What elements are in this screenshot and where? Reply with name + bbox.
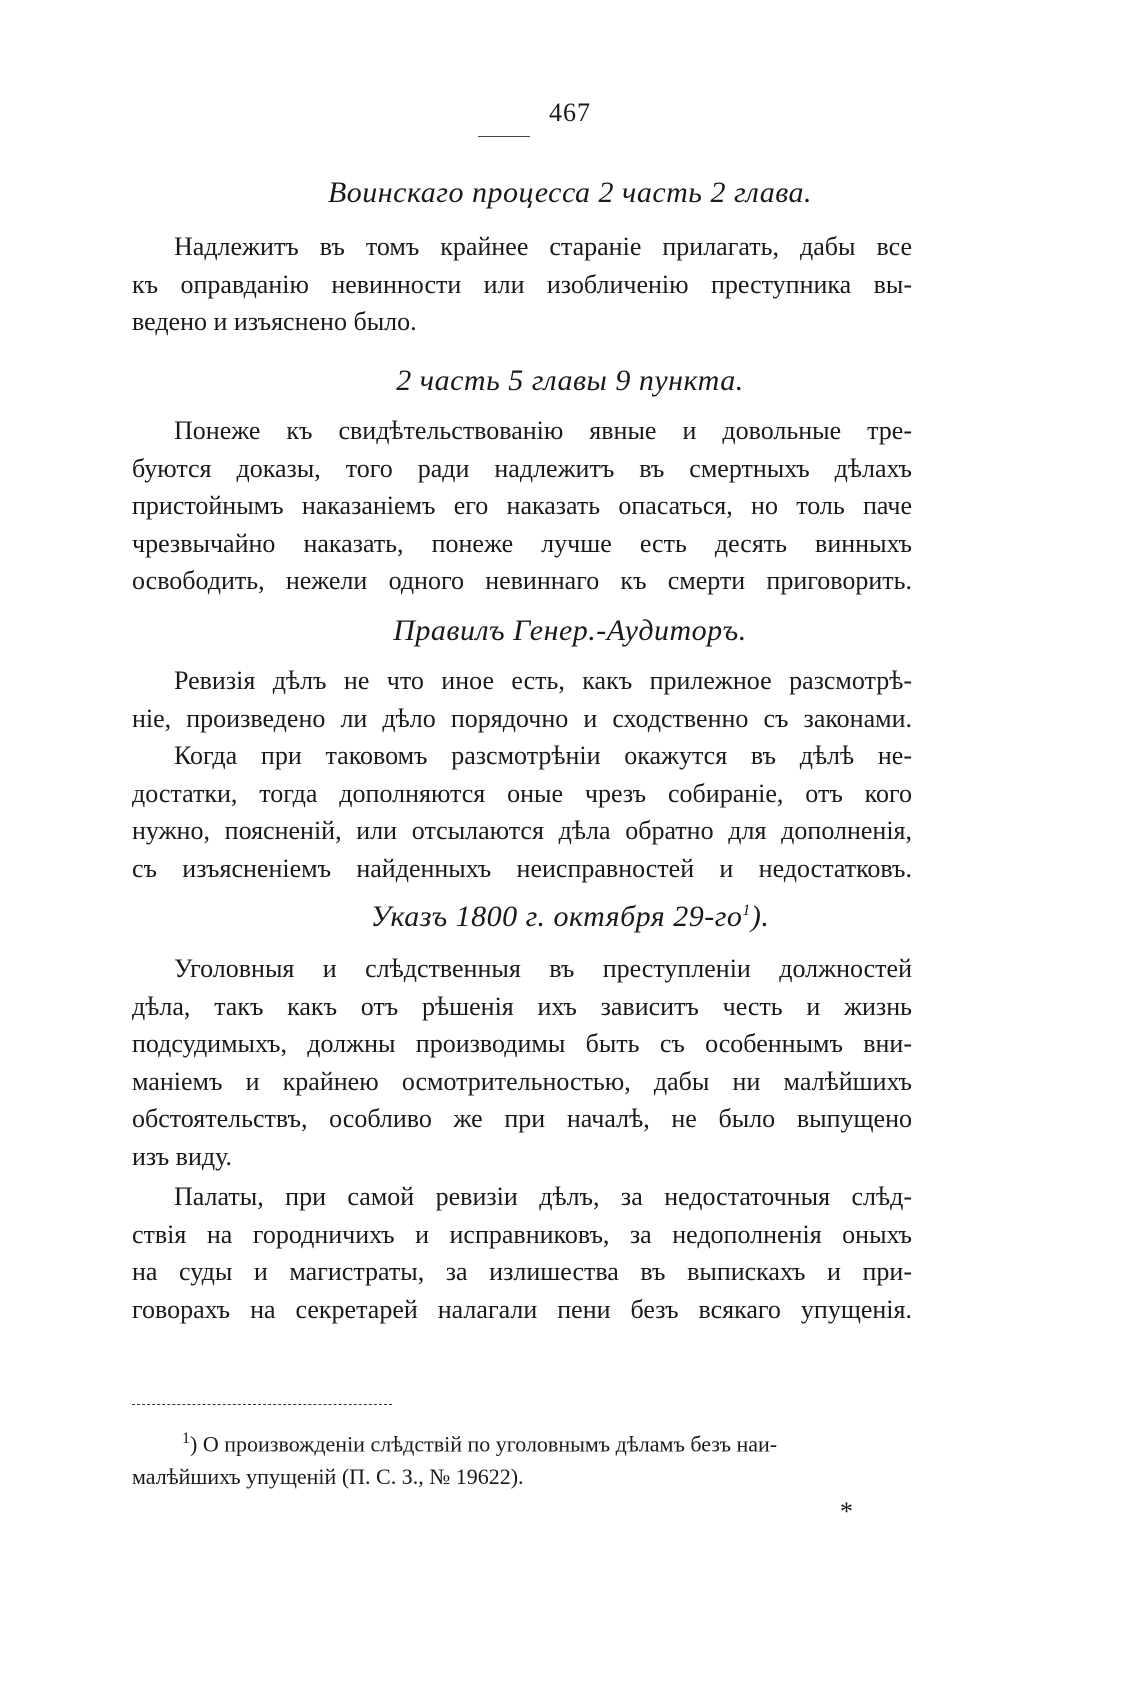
signature-mark: * [840, 1497, 853, 1526]
text-line: съ изъясненіемъ найденныхъ неисправностей и недостатковъ. [132, 853, 912, 883]
footnote-rule [132, 1404, 392, 1405]
text-line: подсудимыхъ, должны производимы быть съ особеннымъ вни- [132, 1029, 912, 1058]
text-line: маніемъ и крайнею осмотрительностью, дабы ни малѣйшихъ [132, 1066, 912, 1096]
text-line: обстоятельствъ, особливо же при началѣ, не было выпущено [132, 1104, 912, 1133]
text-line: на суды и магистраты, за излишества въ выпискахъ и при- [132, 1257, 912, 1286]
footnote-ref: 1 [742, 902, 751, 919]
text-line: Когда при таковомъ разсмотрѣніи окажутся въ дѣлѣ не- [174, 741, 912, 770]
text-line: Палаты, при самой ревизіи дѣлъ, за недостаточныя слѣд- [174, 1182, 912, 1211]
text-line: къ оправданію невинности или изобличенію преступника вы- [132, 269, 912, 299]
paragraph-3 [132, 662, 912, 737]
paragraph-6 [132, 1178, 912, 1328]
text-line: Ревизія дѣлъ не что иное есть, какъ прилежное разсмотрѣ- [174, 666, 912, 695]
page-number-rule [478, 136, 530, 137]
text-line: изъ виду. [132, 1141, 233, 1171]
text-line: ствія на городничихъ и исправниковъ, за недополненія оныхъ [132, 1219, 912, 1249]
text-line: буются доказы, того ради надлежитъ въ смертныхъ дѣлахъ [132, 453, 912, 483]
footnote [132, 1422, 912, 1493]
section-heading-1: Воинскаго процесса 2 часть 2 глава. [327, 176, 813, 209]
footnote-line: малѣйшихъ упущеній (П. С. З., № 19622). [132, 1464, 524, 1490]
section-heading-2: 2 часть 5 главы 9 пункта. [396, 364, 744, 397]
paragraph-1 [132, 228, 912, 341]
footnote-text: ) О произвожденіи слѣдствій по уголовнымъ дѣламъ безъ наи- [190, 1431, 778, 1457]
text-line: Понеже къ свидѣтельствованію явные и довольные тре- [174, 416, 912, 445]
text-line: чрезвычайно наказать, понеже лучше есть десять винныхъ [132, 528, 912, 558]
text-line: Уголовныя и слѣдственныя въ преступленіи должностей [174, 954, 912, 983]
footnote-marker: 1 [182, 1430, 190, 1447]
section-heading-3: Правилъ Генер.-Аудиторъ. [393, 614, 747, 647]
text-line: освободить, нежели одного невиннаго къ смерти приговорить. [132, 566, 912, 595]
heading-tail: ). [750, 900, 770, 933]
text-line: дѣла, такъ какъ отъ рѣшенія ихъ зависитъ честь и жизнь [132, 991, 912, 1021]
text-line: ведено и изъяснено было. [132, 307, 417, 336]
paragraph-4 [132, 737, 912, 887]
paragraph-2 [132, 412, 912, 600]
text-line: достатки, тогда дополняются оные чрезъ собираніе, отъ кого [132, 778, 912, 808]
section-heading-4 [0, 900, 1140, 934]
text-line: нужно, поясненій, или отсылаются дѣла обратно для дополненія, [132, 816, 912, 845]
text-line: Надлежитъ въ томъ крайнее стараніе прилагать, дабы все [174, 232, 912, 261]
heading-text: Указъ 1800 г. октября 29-го [370, 900, 743, 933]
text-line: пристойнымъ наказаніемъ его наказать опасаться, но толь паче [132, 491, 912, 520]
text-line: ніе, произведено ли дѣло порядочно и сходственно съ законами. [132, 703, 912, 733]
paragraph-5 [132, 950, 912, 1175]
footnote-line [132, 1422, 912, 1460]
text-line: говорахъ на секретарей налагали пени безъ всякаго упущенія. [132, 1294, 912, 1324]
page-number: 467 [549, 98, 591, 127]
